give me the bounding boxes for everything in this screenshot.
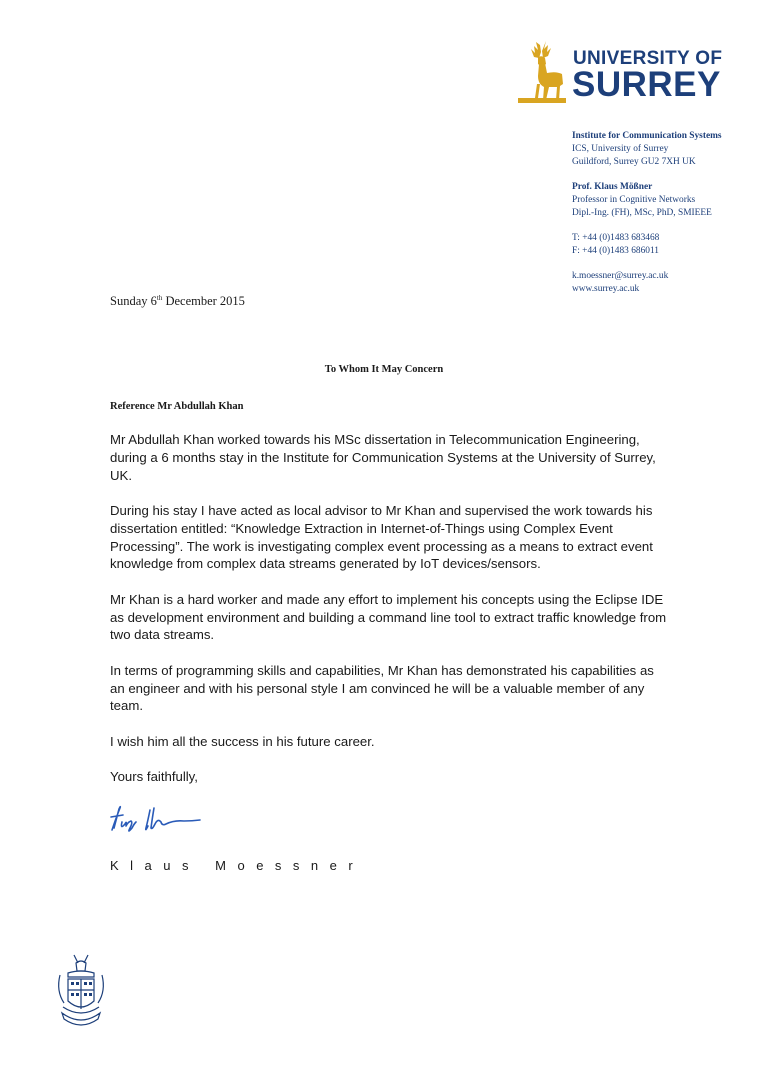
paragraph: During his stay I have acted as local advisor to Mr Khan and supervised the work towards his dissertation entitled: “Knowledge Extraction in Internet-of-Things using Complex Event Processing”. The work is investigating complex event processing as a means to extract event knowledge from complex data streams generated by IoT devices/sensors. xyxy=(110,502,653,572)
person-degrees: Dipl.-Ing. (FH), MSc, PhD, SMIEEE xyxy=(572,208,712,218)
contact-block xyxy=(572,130,752,308)
phone-number: T: +44 (0)1483 683468 xyxy=(572,233,660,243)
person-title: Professor in Cognitive Networks xyxy=(572,195,696,205)
handwritten-signature xyxy=(108,800,208,840)
university-logo xyxy=(516,40,726,106)
email-address: k.moessner@surrey.ac.uk xyxy=(572,271,669,281)
paragraph: Mr Abdullah Khan worked towards his MSc dissertation in Telecommunication Engineering, during a 6 months stay in the Institute for Communication Systems at the University of Surrey, UK. xyxy=(110,432,656,483)
logo-text-line1: UNIVERSITY OF xyxy=(573,48,723,69)
date-suffix: th xyxy=(156,294,163,302)
university-crest-icon xyxy=(54,951,108,1033)
person-name: Prof. Klaus Mößner xyxy=(572,182,653,192)
date-day: Sunday 6 xyxy=(110,294,157,309)
letter-subject: To Whom It May Concern xyxy=(324,364,444,375)
address-line-2: Guildford, Surrey GU2 7XH UK xyxy=(572,157,696,167)
logo-text-line2: SURREY xyxy=(572,65,721,104)
paragraph: I wish him all the success in his future career. xyxy=(110,733,375,749)
closing: Yours faithfully, xyxy=(110,769,198,785)
address-line-1: ICS, University of Surrey xyxy=(572,144,669,154)
paragraph: In terms of programming skills and capabilities, Mr Khan has demonstrated his capabilities as an engineer and with his personal style I am convinced he will be a valuable member of any team. xyxy=(110,662,654,714)
date-month-year: December 2015 xyxy=(162,294,245,309)
paragraph: Mr Khan is a hard worker and made any effort to implement his concepts using the Eclipse IDE as development environment and building a command line tool to extract traffic knowledge from two data streams. xyxy=(110,591,667,643)
letter-body xyxy=(110,431,670,804)
letter-date xyxy=(110,294,245,309)
institute-name: Institute for Communication Systems xyxy=(572,131,722,141)
fax-number: F: +44 (0)1483 686011 xyxy=(572,246,659,256)
website: www.surrey.ac.uk xyxy=(572,284,640,294)
signer-name: Klaus Moessner xyxy=(110,858,365,873)
stag-icon xyxy=(516,40,568,104)
letter-reference: Reference Mr Abdullah Khan xyxy=(110,401,244,412)
